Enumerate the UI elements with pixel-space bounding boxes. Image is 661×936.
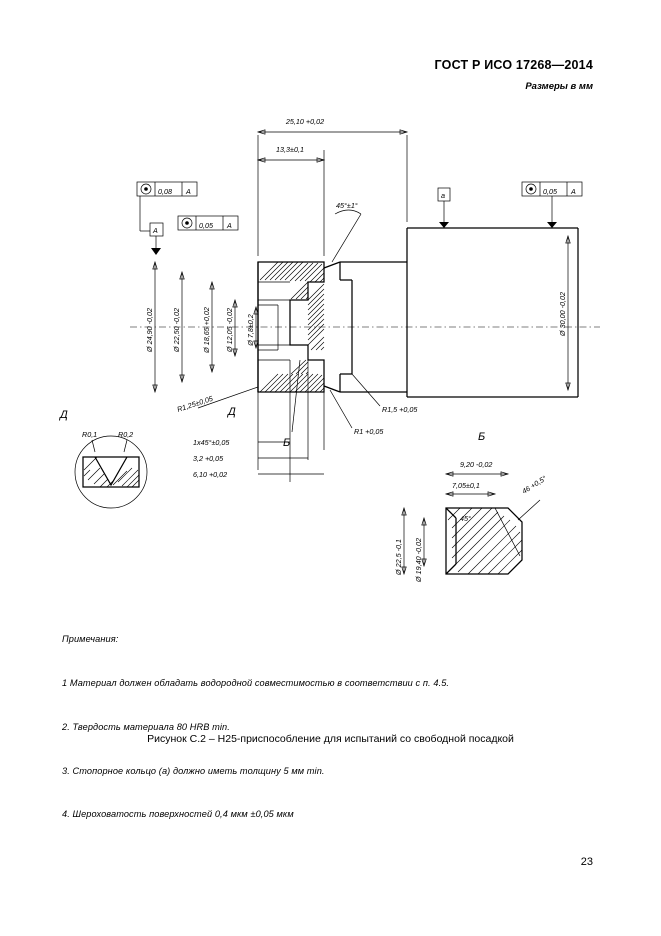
dim-32: 3,2 +0,05 <box>193 454 224 463</box>
dim-second-top: 13,3±0,1 <box>276 145 304 154</box>
dim-d1205: Ø 12,05 -0,02 <box>225 308 234 352</box>
dim-d1865: Ø 18,65 +0,02 <box>202 307 211 353</box>
dim-d2490: Ø 24,90 -0,02 <box>145 308 154 352</box>
detail-d-label-right: Д <box>228 406 236 418</box>
note-item-4: 4. Шероховатость поверхностей 0,4 мкм ±0,05 мкм <box>62 809 294 820</box>
dim-d225: Ø 22,5 -0,1 <box>394 539 403 575</box>
dim-d1940: Ø 19,40 -0,02 <box>414 538 423 582</box>
dim-r15: R1,5 +0,05 <box>382 405 418 414</box>
tolerance-frame-left-inner-datum: A <box>227 221 232 230</box>
dim-r01: R0,1 <box>82 430 98 439</box>
tolerance-frame-right-datum: A <box>571 187 576 196</box>
detail-d-label-left: Д <box>60 409 68 421</box>
tolerance-frame-left-top-datum: A <box>186 187 191 196</box>
tolerance-frame-left-inner-value: 0,05 <box>199 221 213 230</box>
dim-chamfer-angle: 45°±1° <box>336 201 358 210</box>
dim-overall-top: 25,10 +0,02 <box>285 117 325 126</box>
dim-920: 9,20 -0,02 <box>460 460 493 469</box>
tolerance-frame-left-top-value: 0,08 <box>158 187 172 196</box>
notes-title: Примечания: <box>62 634 119 645</box>
dim-d78: Ø 7,8±0,2 <box>246 314 255 346</box>
datum-a-label: A <box>153 226 158 235</box>
tolerance-frame-right-value: 0,05 <box>543 187 557 196</box>
dim-r1: R1 +0,05 <box>354 427 384 436</box>
page-header-units: Размеры в мм <box>525 81 593 92</box>
dim-angle-46: 46 +0,5° <box>520 473 549 496</box>
page-header-standard: ГОСТ Р ИСО 17268—2014 <box>434 58 593 72</box>
dim-r125: R1,25±0,05 <box>175 393 214 414</box>
figure-caption: Рисунок С.2 – Н25-приспособление для испытаний со свободной посадкой <box>147 733 514 745</box>
dim-d3000: Ø 30,00 -0,02 <box>558 292 567 336</box>
note-item-2: 2. Твердость материала 80 HRB min. <box>62 721 230 732</box>
note-item-3: 3. Стопорное кольцо (а) должно иметь толщину 5 мм min. <box>62 765 325 776</box>
dim-chamfer-small: 1х45°±0,05 <box>193 438 230 447</box>
dim-angle-45: 45° <box>460 514 471 523</box>
detail-b-label-view: Б <box>478 431 486 443</box>
notes-block <box>62 603 449 851</box>
dim-d2250: Ø 22,50 -0,02 <box>172 308 181 352</box>
dim-610: 6,10 +0,02 <box>193 470 228 479</box>
page-number: 23 <box>580 856 593 868</box>
note-item-1: 1 Материал должен обладать водородной совместимостью в соответствии с п. 4.5. <box>62 677 450 688</box>
datum-a-right-label: a <box>441 191 445 200</box>
detail-b-label-main: Б <box>283 437 291 449</box>
dim-705: 7,05±0,1 <box>452 481 480 490</box>
dim-r02: R0,2 <box>118 430 134 439</box>
